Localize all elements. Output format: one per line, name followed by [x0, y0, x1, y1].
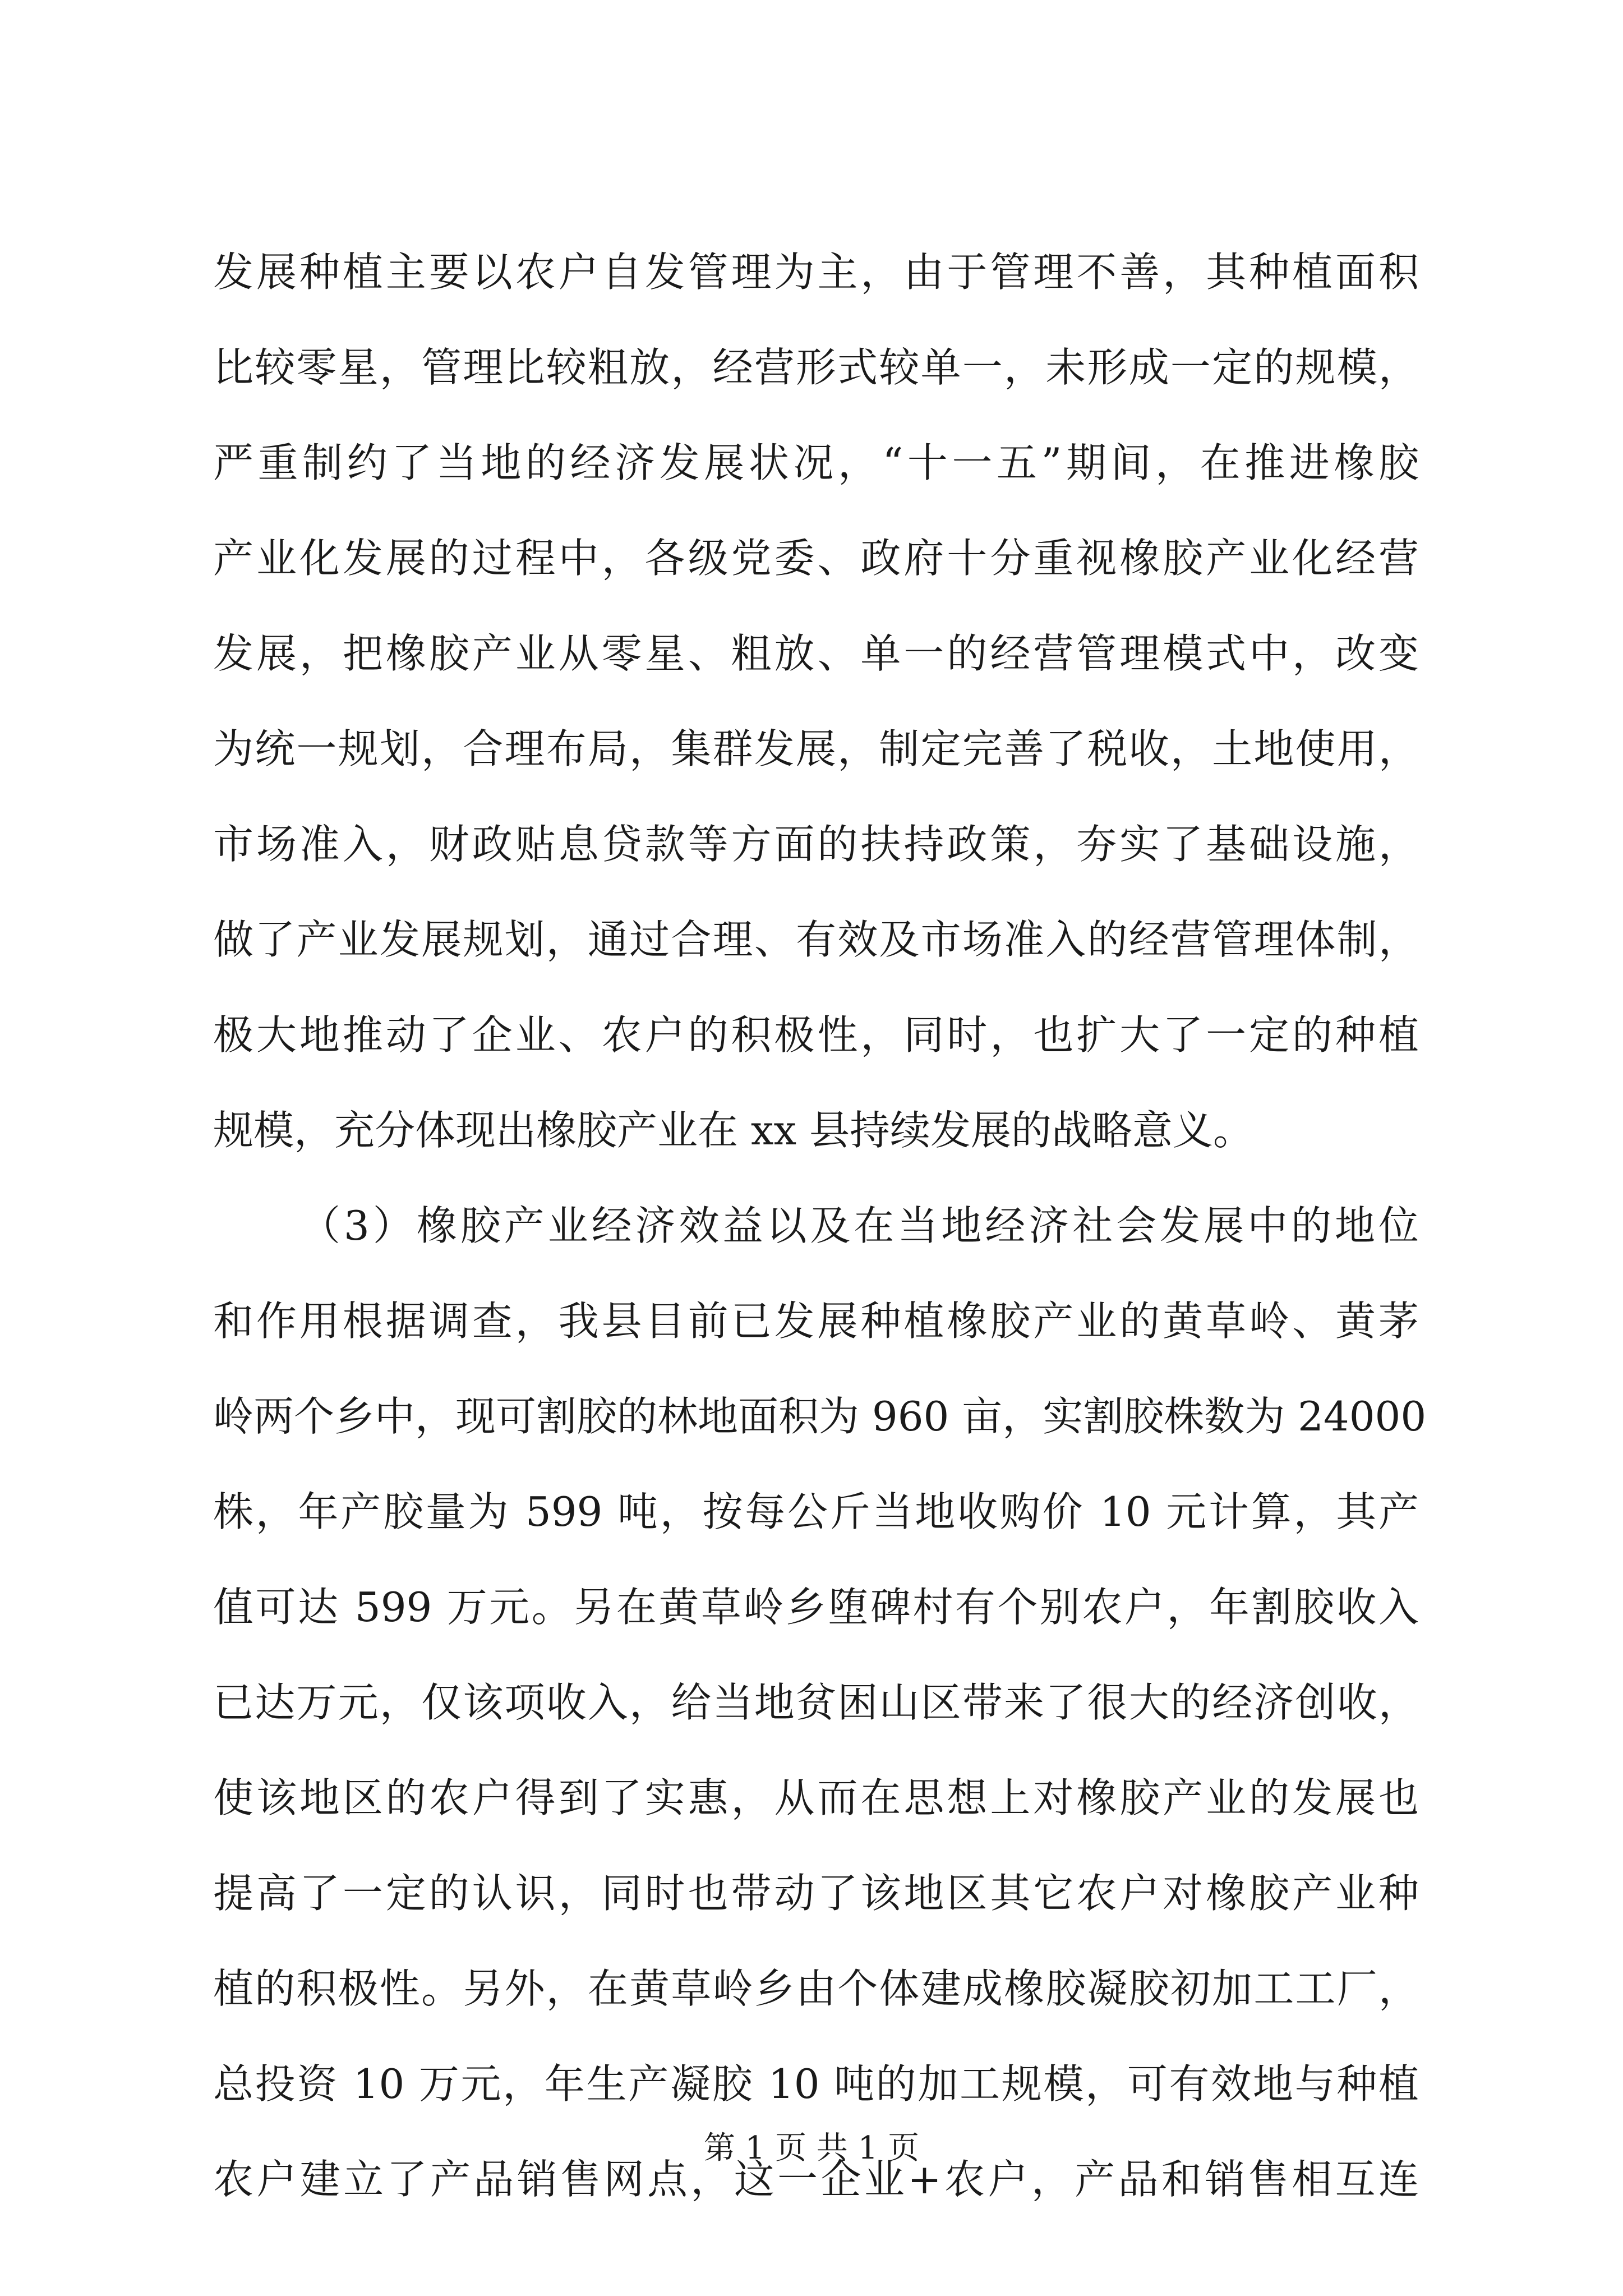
- text-line: 值可达 599 万元。另在黄草岭乡堕碑村有个别农户，年割胶收入: [213, 1584, 1419, 1631]
- page-footer: 第 1 页 共 1 页: [703, 2130, 920, 2166]
- text-line: 市场准入，财政贴息贷款等方面的扶持政策，夯实了基础设施，: [213, 821, 1419, 868]
- text-line: 岭两个乡中，现可割胶的林地面积为 960 亩，实割胶株数为 24000: [213, 1393, 1427, 1440]
- text-line: 使该地区的农户得到了实惠，从而在思想上对橡胶产业的发展也: [213, 1774, 1419, 1821]
- paragraph-last-line: 规模，充分体现出橡胶产业在 xx 县持续发展的战略意义。: [213, 1107, 1253, 1154]
- text-line: 总投资 10 万元，年生产凝胶 10 吨的加工规模，可有效地与种植: [213, 2060, 1419, 2108]
- text-line: 为统一规划，合理布局，集群发展，制定完善了税收，土地使用，: [213, 725, 1419, 772]
- document-body: [213, 224, 1427, 2227]
- text-line: 极大地推动了企业、农户的积极性，同时，也扩大了一定的种植: [213, 1011, 1419, 1059]
- text-line: 比较零星，管理比较粗放，经营形式较单一，未形成一定的规模，: [213, 344, 1419, 391]
- text-line: 严重制约了当地的经济发展状况，“十一五”期间，在推进橡胶: [213, 439, 1419, 486]
- text-line: 发展，把橡胶产业从零星、粗放、单一的经营管理模式中，改变: [213, 630, 1419, 677]
- text-line: 产业化发展的过程中，各级党委、政府十分重视橡胶产业化经营: [213, 535, 1419, 582]
- text-line: 已达万元，仅该项收入，给当地贫困山区带来了很大的经济创收，: [213, 1679, 1419, 1726]
- text-line: 发展种植主要以农户自发管理为主，由于管理不善，其种植面积: [213, 249, 1419, 296]
- text-line: 和作用根据调查，我县目前已发展种植橡胶产业的黄草岭、黄茅: [213, 1297, 1419, 1345]
- text-line: 农户建立了产品销售网点，这一企业+农户，产品和销售相互连: [213, 2156, 1419, 2203]
- text-line: 提高了一定的认识，同时也带动了该地区其它农户对橡胶产业种: [213, 1870, 1419, 1917]
- section-heading-line: （3）橡胶产业经济效益以及在当地经济社会发展中的地位: [300, 1202, 1419, 1249]
- text-line: 株，年产胶量为 599 吨，按每公斤当地收购价 10 元计算，其产: [213, 1488, 1419, 1535]
- text-line: 植的积极性。另外，在黄草岭乡由个体建成橡胶凝胶初加工工厂，: [213, 1965, 1419, 2012]
- text-line: 做了产业发展规划，通过合理、有效及市场准入的经营管理体制，: [213, 916, 1419, 963]
